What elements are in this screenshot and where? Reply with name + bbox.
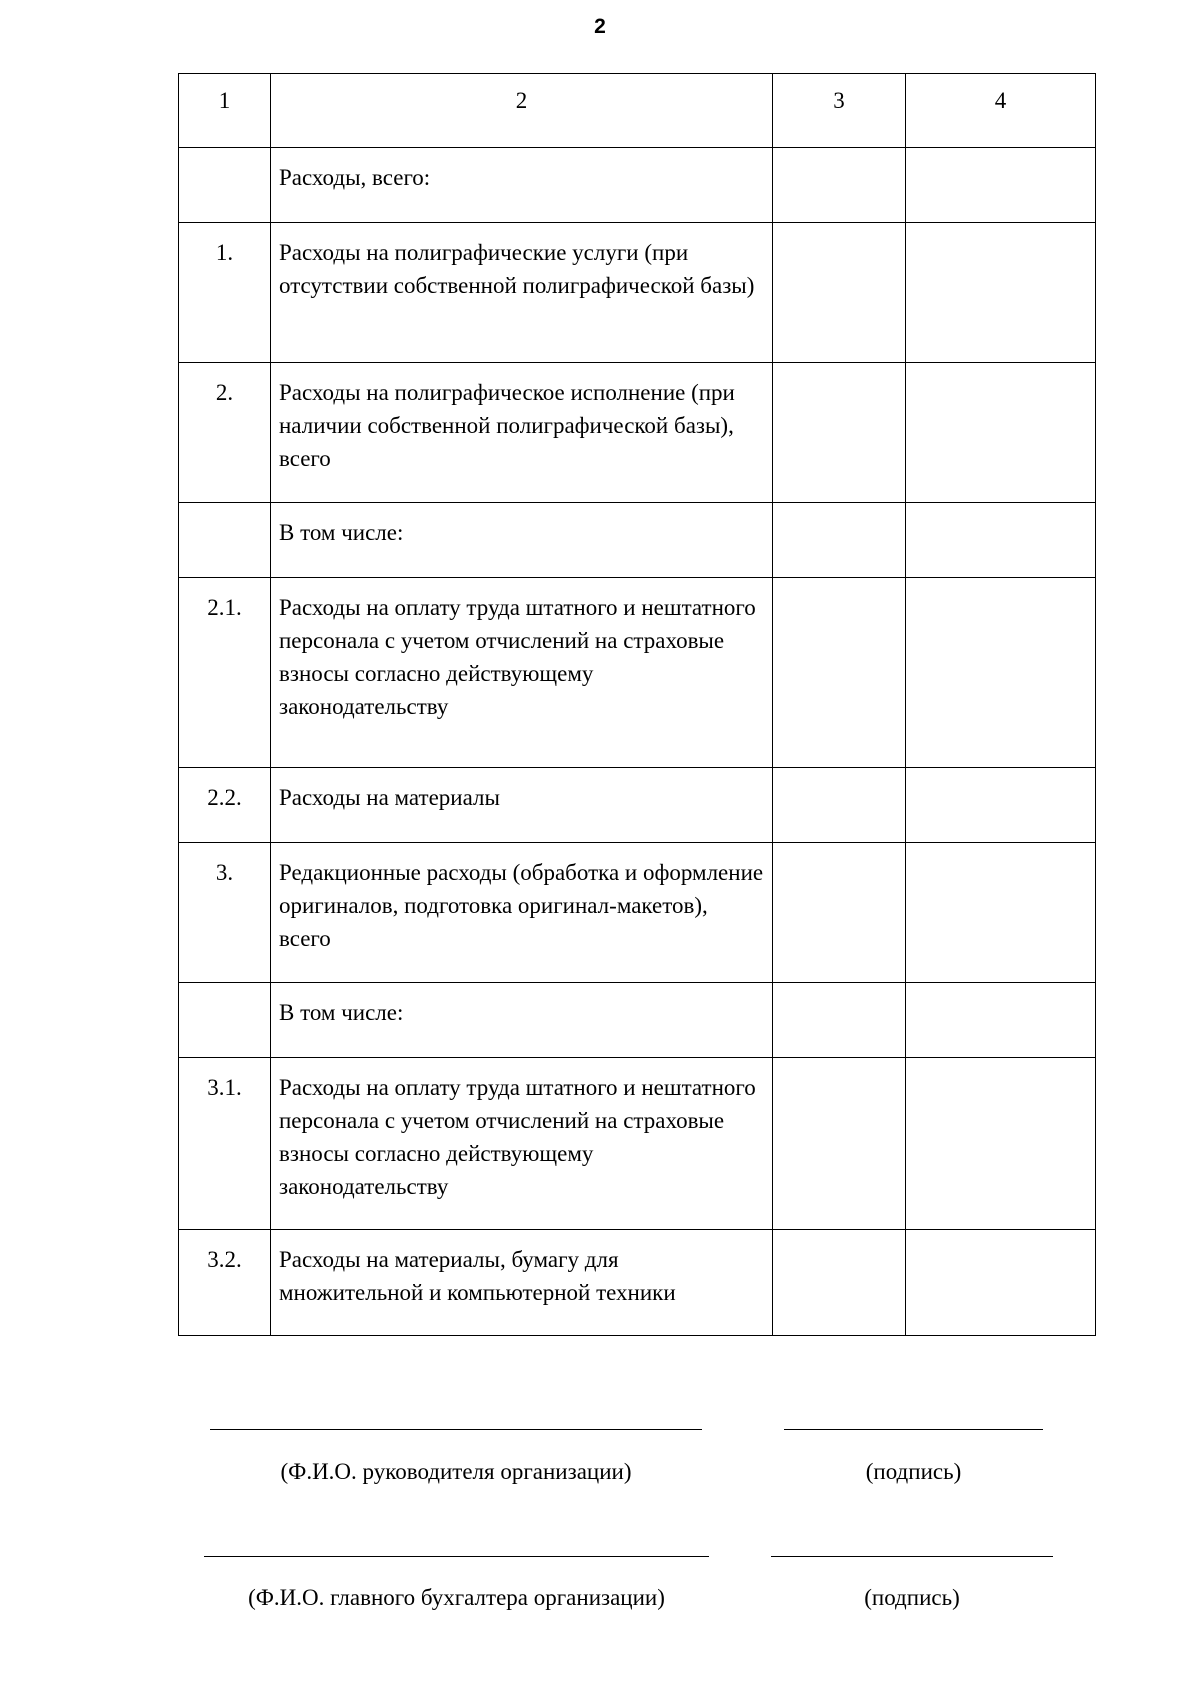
director-name-caption: (Ф.И.О. руководителя организации) <box>280 1459 632 1484</box>
row-value-col3 <box>773 1058 906 1230</box>
row-description: Расходы на полиграфические услуги (при отсутствии собственной полиграфической базы) <box>271 223 773 363</box>
row-value-col4 <box>906 843 1096 983</box>
row-value-col4 <box>906 768 1096 843</box>
accountant-signature-line[interactable] <box>771 1556 1053 1557</box>
row-value-col3 <box>773 578 906 768</box>
header-cell-4: 4 <box>906 74 1096 148</box>
row-description: Расходы на материалы <box>271 768 773 843</box>
table-row <box>179 768 1096 843</box>
row-number: 3.1. <box>179 1058 271 1230</box>
row-value-col3 <box>773 223 906 363</box>
row-value-col4 <box>906 1058 1096 1230</box>
row-value-col3 <box>773 1230 906 1336</box>
header-cell-2: 2 <box>271 74 773 148</box>
table-row <box>179 148 1096 223</box>
accountant-signature-caption: (подпись) <box>864 1585 960 1610</box>
director-name-line[interactable] <box>210 1429 702 1430</box>
expenses-table <box>178 73 1096 1336</box>
table-row <box>179 1230 1096 1336</box>
row-number: 1. <box>179 223 271 363</box>
row-number: 2.2. <box>179 768 271 843</box>
table-row <box>179 843 1096 983</box>
header-cell-1: 1 <box>179 74 271 148</box>
row-description: Расходы, всего: <box>271 148 773 223</box>
row-value-col3 <box>773 843 906 983</box>
row-description: Расходы на оплату труда штатного и нештатного персонала с учетом отчислений на страховые взносы согласно действующему законодательству <box>271 578 773 768</box>
table-row <box>179 223 1096 363</box>
director-signature-line[interactable] <box>784 1429 1043 1430</box>
table-row <box>179 503 1096 578</box>
row-value-col3 <box>773 148 906 223</box>
row-value-col4 <box>906 223 1096 363</box>
row-value-col4 <box>906 1230 1096 1336</box>
row-number: 3. <box>179 843 271 983</box>
row-description: Расходы на оплату труда штатного и нештатного персонала с учетом отчислений на страховые взносы согласно действующему законодательству <box>271 1058 773 1230</box>
header-cell-3: 3 <box>773 74 906 148</box>
table-row <box>179 1058 1096 1230</box>
row-description: Расходы на полиграфическое исполнение (при наличии собственной полиграфической базы), всего <box>271 363 773 503</box>
page-number: 2 <box>594 15 606 38</box>
row-value-col3 <box>773 503 906 578</box>
table-row <box>179 363 1096 503</box>
row-number <box>179 148 271 223</box>
row-value-col3 <box>773 768 906 843</box>
row-number: 3.2. <box>179 1230 271 1336</box>
row-value-col4 <box>906 578 1096 768</box>
row-description: Редакционные расходы (обработка и оформление оригиналов, подготовка оригинал-макетов), всего <box>271 843 773 983</box>
accountant-name-line[interactable] <box>204 1556 709 1557</box>
row-value-col4 <box>906 148 1096 223</box>
table-row <box>179 578 1096 768</box>
director-signature-caption: (подпись) <box>865 1459 962 1484</box>
table-row <box>179 983 1096 1058</box>
row-description: Расходы на материалы, бумагу для множительной и компьютерной техники <box>271 1230 773 1336</box>
row-description: В том числе: <box>271 503 773 578</box>
row-number <box>179 503 271 578</box>
accountant-name-caption: (Ф.И.О. главного бухгалтера организации) <box>248 1585 665 1610</box>
row-description: В том числе: <box>271 983 773 1058</box>
row-value-col4 <box>906 983 1096 1058</box>
row-value-col3 <box>773 363 906 503</box>
row-number <box>179 983 271 1058</box>
row-value-col4 <box>906 503 1096 578</box>
row-value-col4 <box>906 363 1096 503</box>
row-number: 2.1. <box>179 578 271 768</box>
row-number: 2. <box>179 363 271 503</box>
row-value-col3 <box>773 983 906 1058</box>
table-header-row <box>179 74 1096 148</box>
